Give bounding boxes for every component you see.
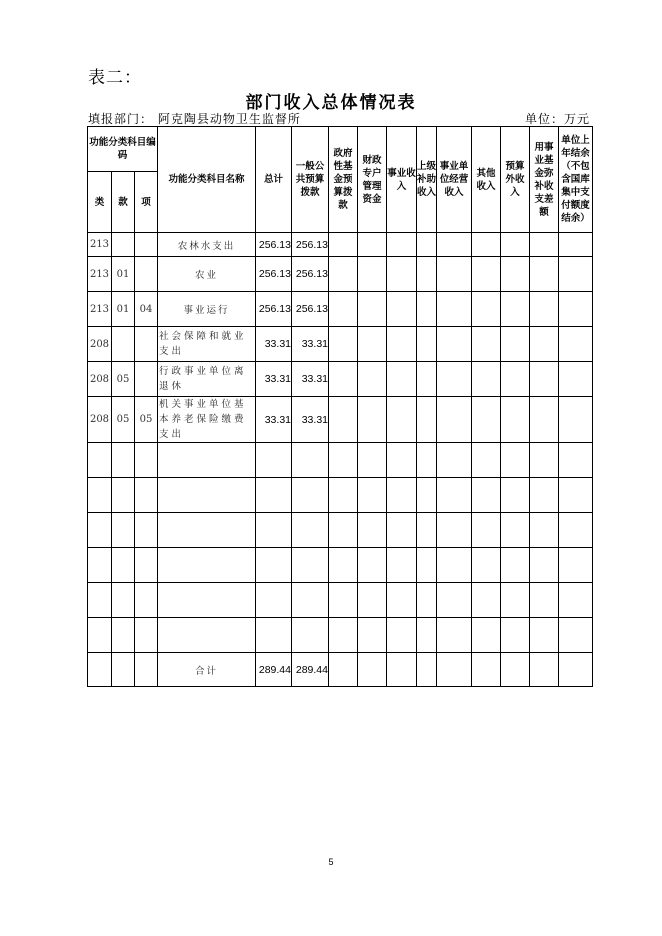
lei-cell: 208	[88, 362, 112, 397]
general-cell: 33.31	[292, 327, 329, 362]
extra-budget-header: 预算外收入	[501, 127, 530, 233]
general-cell: 256.13	[292, 233, 329, 257]
total-cell: 256.13	[256, 257, 292, 292]
lei-cell: 213	[88, 233, 112, 257]
kuan-cell	[112, 327, 135, 362]
department-label: 填报部门： 阿克陶县动物卫生监督所	[88, 112, 301, 126]
total-cell: 256.13	[256, 233, 292, 257]
lei-cell: 208	[88, 327, 112, 362]
fund-make-up-header: 用事业基金弥补收支差额	[530, 127, 559, 233]
fiscal-special-header: 财政专户管理资金	[358, 127, 387, 233]
kuan-cell	[112, 233, 135, 257]
xiang-cell	[135, 362, 158, 397]
page-number: 5	[328, 857, 334, 867]
empty-row	[88, 583, 593, 618]
income-table	[87, 126, 593, 687]
kuan-cell: 01	[112, 257, 135, 292]
empty-row	[88, 548, 593, 583]
table-row	[88, 397, 593, 443]
xiang-cell: 05	[135, 397, 158, 443]
lei-header: 类	[88, 172, 112, 233]
name-cell: 农业	[158, 257, 256, 292]
kuan-cell: 05	[112, 397, 135, 443]
lei-cell: 208	[88, 397, 112, 443]
general-budget-header: 一般公共预算拨款	[292, 127, 329, 233]
code-group-header: 功能分类科目编码	[88, 127, 158, 172]
table-row	[88, 327, 593, 362]
total-cell: 256.13	[256, 292, 292, 327]
total-cell: 33.31	[256, 397, 292, 443]
superior-subsidy-header: 上级补助收入	[417, 127, 437, 233]
unit-label: 单位：万元	[524, 112, 590, 126]
empty-row	[88, 513, 593, 548]
xiang-cell	[135, 327, 158, 362]
table-row	[88, 292, 593, 327]
empty-row	[88, 443, 593, 478]
kuan-header: 款	[112, 172, 135, 233]
total-cell: 33.31	[256, 327, 292, 362]
gov-fund-header: 政府性基金预算拨款	[329, 127, 358, 233]
table-row	[88, 257, 593, 292]
lei-cell: 213	[88, 257, 112, 292]
table-label: 表二：	[88, 68, 142, 88]
business-income-header: 事业收入	[387, 127, 417, 233]
name-cell: 农林水支出	[158, 233, 256, 257]
name-cell: 事业运行	[158, 292, 256, 327]
kuan-cell: 05	[112, 362, 135, 397]
operating-income-header: 事业单位经营收入	[437, 127, 472, 233]
lei-cell: 213	[88, 292, 112, 327]
xiang-cell: 04	[135, 292, 158, 327]
page-title: 部门收入总体情况表	[245, 93, 417, 113]
kuan-cell: 01	[112, 292, 135, 327]
empty-row	[88, 618, 593, 653]
empty-row	[88, 478, 593, 513]
general-cell: 33.31	[292, 397, 329, 443]
grand-general-cell: 289.44	[292, 653, 329, 687]
xiang-cell	[135, 233, 158, 257]
total-row	[88, 653, 593, 687]
total-header: 总计	[256, 127, 292, 233]
general-cell: 256.13	[292, 257, 329, 292]
xiang-header: 项	[135, 172, 158, 233]
total-cell: 33.31	[256, 362, 292, 397]
general-cell: 33.31	[292, 362, 329, 397]
xiang-cell	[135, 257, 158, 292]
name-cell: 社会保障和就业支出	[158, 327, 256, 362]
name-cell: 机关事业单位基本养老保险缴费支出	[158, 397, 256, 443]
total-label: 合计	[158, 653, 256, 687]
other-income-header: 其他收入	[472, 127, 501, 233]
table-row	[88, 233, 593, 257]
table-row	[88, 362, 593, 397]
general-cell: 256.13	[292, 292, 329, 327]
name-header: 功能分类科目名称	[158, 127, 256, 233]
grand-total-cell: 289.44	[256, 653, 292, 687]
last-year-balance-header: 单位上年结余（不包含国库集中支付额度结余）	[559, 127, 593, 233]
name-cell: 行政事业单位离退休	[158, 362, 256, 397]
